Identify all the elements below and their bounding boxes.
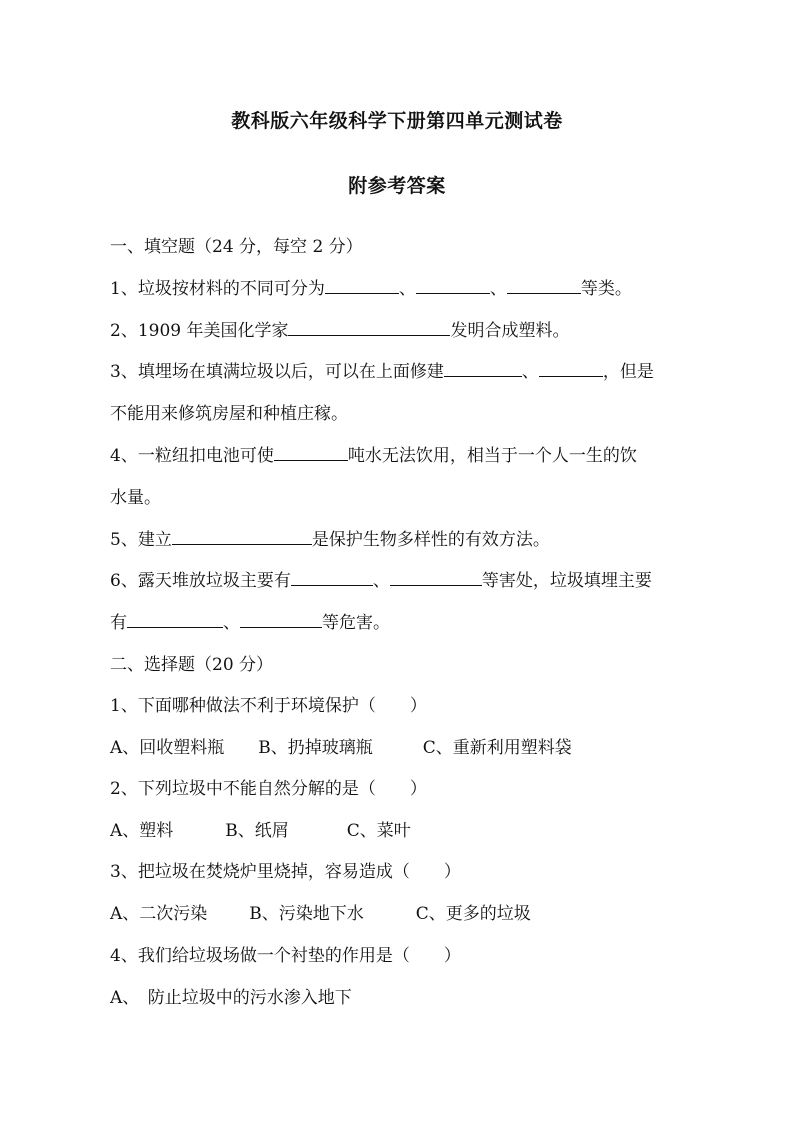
q-text: 5、建立 [110, 530, 172, 550]
q-sep: 、 [521, 362, 539, 382]
q-text: 6、露天堆放垃圾主要有 [110, 571, 291, 591]
option-a[interactable]: A、 防止垃圾中的污水渗入地下 [110, 988, 352, 1008]
q-text: 等害处，垃圾填埋主要 [481, 571, 652, 591]
option-b[interactable]: B、扔掉玻璃瓶 [258, 738, 373, 758]
option-c[interactable]: C、更多的垃圾 [415, 904, 531, 924]
q-text: 有 [110, 613, 127, 633]
q-text: 3、填埋场在填满垃圾以后，可以在上面修建 [110, 362, 444, 382]
question-1-1 [110, 274, 632, 299]
answer-blank[interactable] [416, 278, 490, 294]
answer-blank[interactable] [291, 570, 373, 586]
question-1-3 [110, 357, 654, 382]
answer-blank[interactable] [539, 361, 603, 377]
q-sep: 、 [489, 279, 507, 299]
question-2-3: 3、把垃圾在焚烧炉里烧掉，容易造成（ ） [110, 862, 461, 882]
answer-blank[interactable] [325, 278, 399, 294]
question-2-2: 2、下列垃圾中不能自然分解的是（ ） [110, 779, 427, 799]
q-text: 是保护生物多样性的有效方法。 [311, 530, 550, 550]
q-sep: 、 [372, 571, 390, 591]
section-1-heading: 一、填空题（24 分，每空 2 分） [110, 237, 363, 257]
q-text: 2、1909 年美国化学家 [110, 321, 289, 341]
q-text: 等危害。 [322, 613, 390, 633]
question-2-4: 4、我们给垃圾场做一个衬垫的作用是（ ） [110, 946, 461, 966]
question-1-6 [110, 566, 652, 591]
question-1-5 [110, 525, 550, 550]
option-b[interactable]: B、纸屑 [225, 821, 289, 841]
doc-subtitle: 附参考答案 [348, 175, 446, 197]
question-2-4-options [110, 983, 352, 1008]
q-text: 发明合成塑料。 [450, 321, 570, 341]
answer-blank[interactable] [288, 320, 450, 336]
question-1-3-cont: 不能用来修筑房屋和种植庄稼。 [110, 404, 348, 424]
question-1-4 [110, 441, 637, 466]
q-text: 4、一粒纽扣电池可使 [110, 446, 274, 466]
answer-blank[interactable] [172, 529, 312, 545]
doc-title: 教科版六年级科学下册第四单元测试卷 [231, 110, 563, 132]
option-a[interactable]: A、塑料 [110, 821, 174, 841]
q-text: ，但是 [602, 362, 654, 382]
option-a[interactable]: A、回收塑料瓶 [110, 738, 225, 758]
q-text: 等类。 [580, 279, 632, 299]
q-text: 1、垃圾按材料的不同可分为 [110, 279, 325, 299]
question-2-1: 1、下面哪种做法不利于环境保护（ ） [110, 696, 427, 716]
option-b[interactable]: B、污染地下水 [249, 904, 364, 924]
question-1-4-cont: 水量。 [110, 488, 161, 508]
question-1-2 [110, 316, 569, 341]
q-sep: 、 [398, 279, 416, 299]
question-1-6-cont [110, 608, 390, 633]
q-sep: 、 [223, 613, 240, 633]
option-a[interactable]: A、二次污染 [110, 904, 208, 924]
section-2-heading: 二、选择题（20 分） [110, 655, 274, 675]
question-2-2-options [110, 816, 411, 841]
answer-blank[interactable] [274, 445, 348, 461]
question-2-1-options [110, 733, 572, 758]
option-c[interactable]: C、重新利用塑料袋 [422, 738, 572, 758]
answer-blank[interactable] [240, 612, 322, 628]
answer-blank[interactable] [127, 612, 223, 628]
q-text: 吨水无法饮用，相当于一个人一生的饮 [347, 446, 637, 466]
question-2-3-options [110, 899, 531, 924]
option-c[interactable]: C、菜叶 [346, 821, 411, 841]
answer-blank[interactable] [444, 361, 522, 377]
answer-blank[interactable] [507, 278, 581, 294]
answer-blank[interactable] [390, 570, 482, 586]
